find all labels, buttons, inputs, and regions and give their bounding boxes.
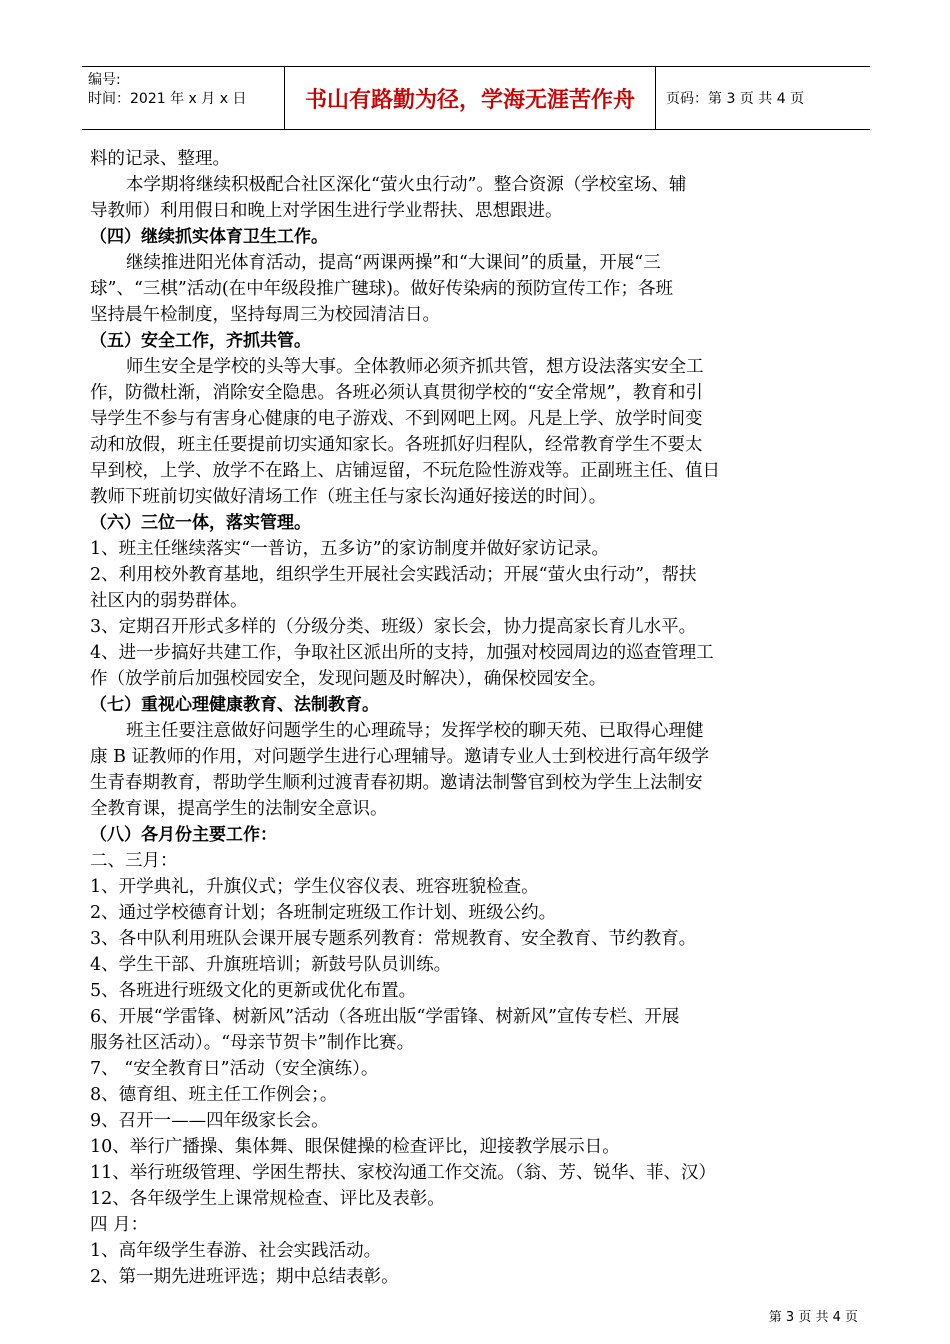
body-line: 教师下班前切实做好清场工作（班主任与家长沟通好接送的时间）。 xyxy=(90,487,607,507)
body-line: 料的记录、整理。 xyxy=(90,149,230,169)
body-line: 作，防微杜渐，消除安全隐患。各班必须认真贯彻学校的“安全常规”，教育和引 xyxy=(90,383,703,403)
month-heading: 二、三月： xyxy=(90,851,178,871)
body-line: 生青春期教育，帮助学生顺利过渡青春初期。邀请法制警官到校为学生上法制安 xyxy=(90,773,703,793)
body-line: 服务社区活动）。“母亲节贺卡”制作比赛。 xyxy=(90,1033,415,1053)
list-item: 2、第一期先进班评选；期中总结表彰。 xyxy=(90,1267,399,1287)
list-item: 1、高年级学生春游、社会实践活动。 xyxy=(90,1241,382,1261)
section-heading: （七）重视心理健康教育、法制教育。 xyxy=(90,695,379,715)
body-line: 作（放学前后加强校园安全，发现问题及时解决），确保校园安全。 xyxy=(90,669,607,689)
page-footer: 第 3 页 共 4 页 xyxy=(768,1310,858,1325)
document-body xyxy=(90,146,870,1290)
list-item: 8、德育组、班主任工作例会；。 xyxy=(90,1085,338,1105)
document-date-label: 时间：2021 年 x 月 x 日 xyxy=(88,91,247,107)
body-line: 师生安全是学校的头等大事。全体教师必须齐抓共管，想方设法落实安全工 xyxy=(126,357,704,377)
list-item: 2、利用校外教育基地，组织学生开展社会实践活动；开展“萤火虫行动”，帮扶 xyxy=(90,565,697,585)
section-heading: （六）三位一体，落实管理。 xyxy=(90,513,311,533)
list-item: 2、通过学校德育计划；各班制定班级工作计划、班级公约。 xyxy=(90,903,557,923)
body-line: 康 B 证教师的作用，对问题学生进行心理辅导。邀请专业人士到校进行高年级学 xyxy=(90,747,709,767)
list-item: 1、班主任继续落实“一普访，五多访”的家访制度并做好家访记录。 xyxy=(90,539,610,559)
body-line: 导学生不参与有害身心健康的电子游戏、不到网吧上网。凡是上学、放学时间变 xyxy=(90,409,703,429)
list-item: 7、 “安全教育日”活动（安全演练）。 xyxy=(90,1059,379,1079)
body-line: 继续推进阳光体育活动，提高“两课两操”和“大课间”的质量，开展“三 xyxy=(126,253,661,273)
list-item: 4、学生干部、升旗班培训；新鼓号队员训练。 xyxy=(90,955,452,975)
month-heading: 四 月： xyxy=(90,1215,149,1235)
list-item: 11、举行班级管理、学困生帮扶、家校沟通工作交流。（翁、芳、锐华、菲、汉） xyxy=(90,1163,717,1183)
header-page-label: 页码：第 3 页 共 4 页 xyxy=(666,91,805,107)
body-line: 班主任要注意做好问题学生的心理疏导；发挥学校的聊天苑、已取得心理健 xyxy=(126,721,704,741)
body-line: 早到校，上学、放学不在路上、店铺逗留，不玩危险性游戏等。正副班主任、值日 xyxy=(90,461,720,481)
list-item: 6、开展“学雷锋、树新风”活动（各班出版“学雷锋、树新风”宣传专栏、开展 xyxy=(90,1007,680,1027)
list-item: 12、各年级学生上课常规检查、评比及表彰。 xyxy=(90,1189,445,1209)
body-line: 本学期将继续积极配合社区深化“萤火虫行动”。整合资源（学校室场、辅 xyxy=(126,175,687,195)
list-item: 4、进一步搞好共建工作，争取社区派出所的支持，加强对校园周边的巡查管理工 xyxy=(90,643,714,663)
list-item: 9、召开一——四年级家长会。 xyxy=(90,1111,329,1131)
section-heading: （五）安全工作，齐抓共管。 xyxy=(90,331,311,351)
page-header xyxy=(82,66,870,130)
body-line: 坚持晨午检制度，坚持每周三为校园清洁日。 xyxy=(90,305,440,325)
document-number-label: 编号: xyxy=(88,72,121,88)
list-item: 1、开学典礼，升旗仪式；学生仪容仪表、班容班貌检查。 xyxy=(90,877,539,897)
list-item: 10、举行广播操、集体舞、眼保健操的检查评比，迎接教学展示日。 xyxy=(90,1137,620,1157)
body-line: 社区内的弱势群体。 xyxy=(90,591,248,611)
body-line: 全教育课，提高学生的法制安全意识。 xyxy=(90,799,388,819)
list-item: 3、定期召开形式多样的（分级分类、班级）家长会，协力提高家长育儿水平。 xyxy=(90,617,697,637)
list-item: 3、各中队利用班队会课开展专题系列教育：常规教育、安全教育、节约教育。 xyxy=(90,929,697,949)
header-meta xyxy=(82,67,284,129)
body-line: 导教师）利用假日和晚上对学困生进行学业帮扶、思想跟进。 xyxy=(90,201,563,221)
body-line: 球”、“三棋”活动(在中年级段推广毽球)。做好传染病的预防宣传工作；各班 xyxy=(90,279,673,299)
list-item: 5、各班进行班级文化的更新或优化布置。 xyxy=(90,981,417,1001)
section-heading: （四）继续抓实体育卫生工作。 xyxy=(90,227,328,247)
header-motto: 书山有路勤为径，学海无涯苦作舟 xyxy=(284,67,656,129)
body-line: 动和放假，班主任要提前切实通知家长。各班抓好归程队，经常教育学生不要太 xyxy=(90,435,703,455)
section-heading: （八）各月份主要工作： xyxy=(90,825,277,845)
